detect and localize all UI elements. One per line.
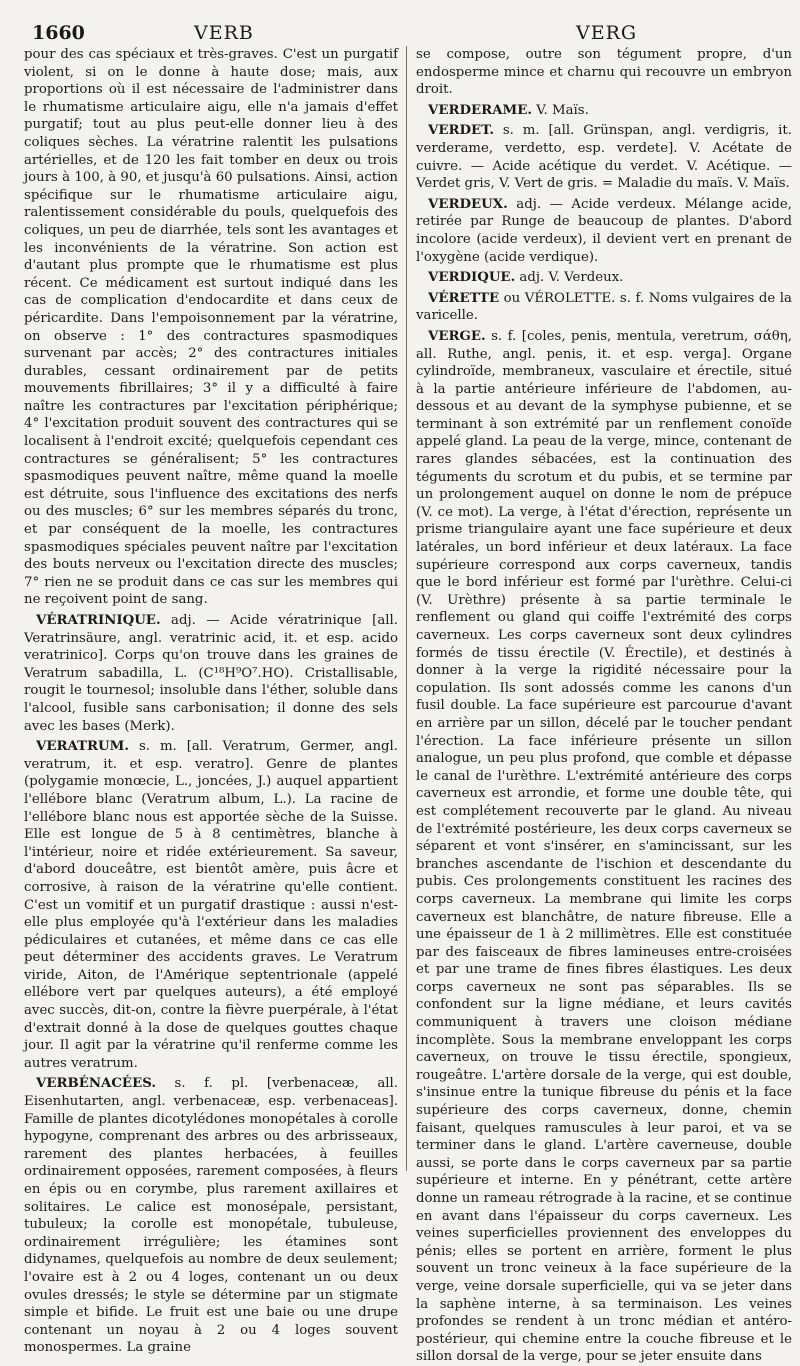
entry-text: adj. — Acide verdeux. Mélange acide, retirée par Runge de beaucoup de plantes. D'abord incolore (acide verdeux), il devient vert en prenant de l'oxygène (acide verdique). xyxy=(416,196,792,265)
entry-text: pour des cas spéciaux et très-graves. C'est un purgatif violent, si on le donne à haute dose; mais, aux proportions où il est nécessaire de l'administrer dans le rhumatisme articulaire aigu, elle n'a jamais d'effet purgatif; tout au plus peut-elle donner lieu à des coliques sèches. La vératrine ralentit les pulsations artérielles, et de 120 les fait tomber en deux ou trois jours à 100, à 90, et jusqu'à 60 pulsations. Ainsi, action spécifique sur le rhumatisme articulaire aigu, ralentissement considérable du pouls, quelquefois des coliques, un peu de diarrhée, tels sont les avantages et les inconvénients de la vératrine. Son action est d'autant plus prompte que le rhumatisme est plus récent. Ce médicament est surtout indiqué dans les cas de complication d'endocardite et dans ceux de péricardite. Dans l'empoisonnement par la vératrine, on observe : 1° des contractures spasmodiques survenant par accès; 2° des contractures initiales durables, cessant ordinairement par de petits mouvements fibrillaires; 3° il y a difficulté à faire naître les contractures par l'excitation périphérique; 4° l'excitation produit souvent des contractures qui se localisent à l'endroit excité; quelquefois cependant ces contractures se généralisent; 5° les contractures spasmodiques peuvent naître, même quand la moelle est détruite, sous l'influence des excitations des nerfs ou des muscles; 6° sur les membres séparés du tronc, et par conséquent de la moelle, les contractures spasmodiques spéciales peuvent naître par l'excitation des bouts nerveux ou l'excitation directe des muscles; 7° rien ne se produit dans ce cas sur les membres qui ne reçoivent point de sang. xyxy=(24,47,398,608)
entry-text: adj. V. Verdeux. xyxy=(515,270,624,286)
entry-headword: VÉRATRINIQUE. xyxy=(36,613,161,628)
entry-headword: VERGE. xyxy=(428,328,486,344)
entry-paragraph xyxy=(416,196,792,266)
entry-text: ou VÉROLETTE. s. f. Noms vulgaires de la varicelle. xyxy=(416,290,792,324)
right-column xyxy=(416,46,792,1365)
entry-paragraph xyxy=(416,122,792,192)
page-header xyxy=(26,18,790,46)
entry-headword: VERDIQUE. xyxy=(428,270,516,286)
entry-text: s. f. [coles, penis, mentula, veretrum, σάθη, all. Ruthe, angl. penis, it. et esp. verga]. Organe cylindroïde, membraneux, vasculaire et érectile, situé à la partie antérieure inférieure de l'abdomen, au-dessous et au devant de la symphyse pubienne, et se terminant à son extrémité par un renflement conoïde appelé gland. La peau de la verge, mince, contenant de rares glandes sébacées, est la continuation des téguments du scrotum et du pubis, et se termine par un prolongement auquel on donne le nom de prépuce (V. ce mot). La verge, à l'état d'érection, représente un prisme triangulaire ayant une face supérieure et deux latérales, un bord inférieur et deux latéraux. La face supérieure correspond aux corps caverneux, tandis que le bord inférieur est formé par l'urèthre. Celui-ci (V. Urèthre) présente à sa partie terminale le renflement ou gland qui coiffe l'extrémité des corps caverneux. Les corps caverneux sont deux cylindres formés de tissu érectile (V. Érectile), et destinés à donner à la verge la rigidité nécessaire pour la copulation. Ils sont adossés comme les canons d'un fusil double. La face supérieure est parcourue d'avant en arrière par un sillon, décelé par le toucher pendant l'érection. La face inférieure présente un sillon analogue, un peu plus profond, que comble et dépasse le canal de l'urèthre. L'extrémité antérieure des corps caverneux est arrondie, et forme une double tête, qui est complétement recouverte par le gland. Au niveau de l'extrémité postérieure, les deux corps caverneux se séparent et vont s'insérer, en s'amincissant, sur les branches ascendante de l'ischion et descendante du pubis. Ces prolongements constituent les racines des corps caverneux. La membrane qui limite les corps caverneux est blanchâtre, de nature fibreuse. Elle a une épaisseur de 1 à 2 millimètres. Elle est constituée par des faisceaux de fibres lamineuses entre-croisées et par une trame de fines fibres élastiques. Les deux corps caverneux ne sont pas séparables. Ils se confondent sur la ligne médiane, et leurs cavités communiquent à travers une cloison médiane incomplète. Sous la membrane enveloppant les corps caverneux, on trouve le tissu érectile, spongieux, rougeâtre. L'artère dorsale de la verge, qui est double, s'insinue entre la tunique fibreuse du pénis et la face supérieure des corps caverneux, donne, chemin faisant, quelques ramuscules à leur paroi, et va se terminer dans le gland. L'artère caverneuse, double aussi, se porte dans le corps caverneux par sa partie supérieure et interne. En y pénétrant, cette artère donne un rameau rétrograde à la racine, et se continue en avant dans l'épaisseur du corps caverneux. Les veines superficielles proviennent des enveloppes du pénis; elles se portent en arrière, forment le plus souvent un tronc veineux à la face supérieure de la verge, veine dorsale superficielle, qui va se jeter dans la saphène interne, à sa terminaison. Les veines profondes se rendent à un tronc médian et antéro-postérieur, qui chemine entre la couche fibreuse et le sillon dorsal de la verge, pour se jeter ensuite dans xyxy=(416,328,792,1365)
entry-text: s. m. [all. Veratrum, Germer, angl. veratrum, it. et esp. veratro]. Genre de plantes (polygamie monœcie, L., joncées, J.) auquel appartient l'ellébore blanc (Veratrum album, L.). La racine de l'ellébore blanc nous est apportée sèche de la Suisse. Elle est longue de 5 à 8 centimètres, blanche à l'intérieur, noire et ridée extérieurement. Sa saveur, d'abord douceâtre, est bientôt amère, puis âcre et corrosive, à raison de la vératrine qu'elle contient. C'est un vomitif et un purgatif drastique : aussi n'est-elle plus employée qu'à l'extérieur dans les maladies pédiculaires et cutanées, et même dans ce cas elle peut déterminer des accidents graves. Le Veratrum viride, Aiton, de l'Amérique septentrionale (appelé ellébore vert par quelques auteurs), a été employé avec succès, dit-on, contre la fièvre puerpérale, à l'état d'extrait donné à la dose de quelques gouttes chaque jour. Il agit par la vératrine qu'il renferme comme les autres veratrum. xyxy=(24,739,398,1071)
entry-paragraph xyxy=(416,102,792,120)
entry-headword: VERATRUM. xyxy=(36,739,129,755)
entry-paragraph xyxy=(24,46,398,609)
entry-paragraph xyxy=(416,328,792,1366)
entry-text: se compose, outre son tégument propre, d'un endosperme mince et charnu qui recouvre un embryon droit. xyxy=(416,47,792,98)
entry-headword: VERDEUX. xyxy=(428,196,508,212)
entry-paragraph xyxy=(24,612,398,735)
entry-headword: VÉRETTE xyxy=(428,290,500,306)
left-column xyxy=(24,46,398,1356)
entry-text: V. Maïs. xyxy=(532,102,589,118)
running-head-right: VERG xyxy=(576,22,638,44)
text-columns xyxy=(24,46,792,1365)
entry-headword: VERDET. xyxy=(428,123,494,139)
entry-paragraph xyxy=(416,290,792,325)
column-divider xyxy=(406,46,407,1171)
entry-text: s. m. [all. Grünspan, angl. verdigris, it. verderame, verdetto, esp. verdete]. V. Acétate de cuivre. — Acide acétique du verdet. V. Acétique. — Verdet gris, V. Vert de gris. = Maladie du maïs. V. Maïs. xyxy=(416,123,792,192)
entry-headword: VERDERAME. xyxy=(428,102,533,118)
entry-text: s. f. pl. [verbenaceæ, all. Eisenhutarten, angl. verbenaceæ, esp. verbenaceas]. Famille de plantes dicotylédones monopétales à corolle hypogyne, comprenant des arbres ou des arbrisseaux, rarement des plantes herbacées, à feuilles ordinairement opposées, rarement composées, à fleurs en épis ou en corymbe, plus rarement axillaires et solitaires. Le calice est monosépale, persistant, tubuleux; la corolle est monopétale, tubuleuse, ordinairement irrégulière; les étamines sont didynames, quelquefois au nombre de deux seulement; l'ovaire est à 2 ou 4 loges, contenant un ou deux ovules dressés; le style se détermine par un stigmate simple et bifide. Le fruit est une baie ou une drupe contenant un noyau à 2 ou 4 loges souvent monospermes. La graine xyxy=(24,1076,398,1356)
entry-text: adj. — Acide vératrinique [all. Veratrinsäure, angl. veratrinic acid, it. et esp. acido veratrinico]. Corps qu'on trouve dans les graines de Veratrum sabadilla, L. (C¹⁸H⁹O⁷.HO). Cristallisable, rougit le tournesol; insoluble dans l'éther, soluble dans l'alcool, fusible sans carbonisation; il donne des sels avec les bases (Merk). xyxy=(24,613,398,734)
entry-paragraph xyxy=(24,1075,398,1357)
running-head-left: VERB xyxy=(194,22,254,44)
entry-paragraph xyxy=(416,269,792,287)
entry-paragraph xyxy=(24,738,398,1072)
entry-headword: VERBÉNACÉES. xyxy=(36,1076,156,1092)
entry-paragraph xyxy=(416,46,792,99)
page-number: 1660 xyxy=(32,22,85,44)
